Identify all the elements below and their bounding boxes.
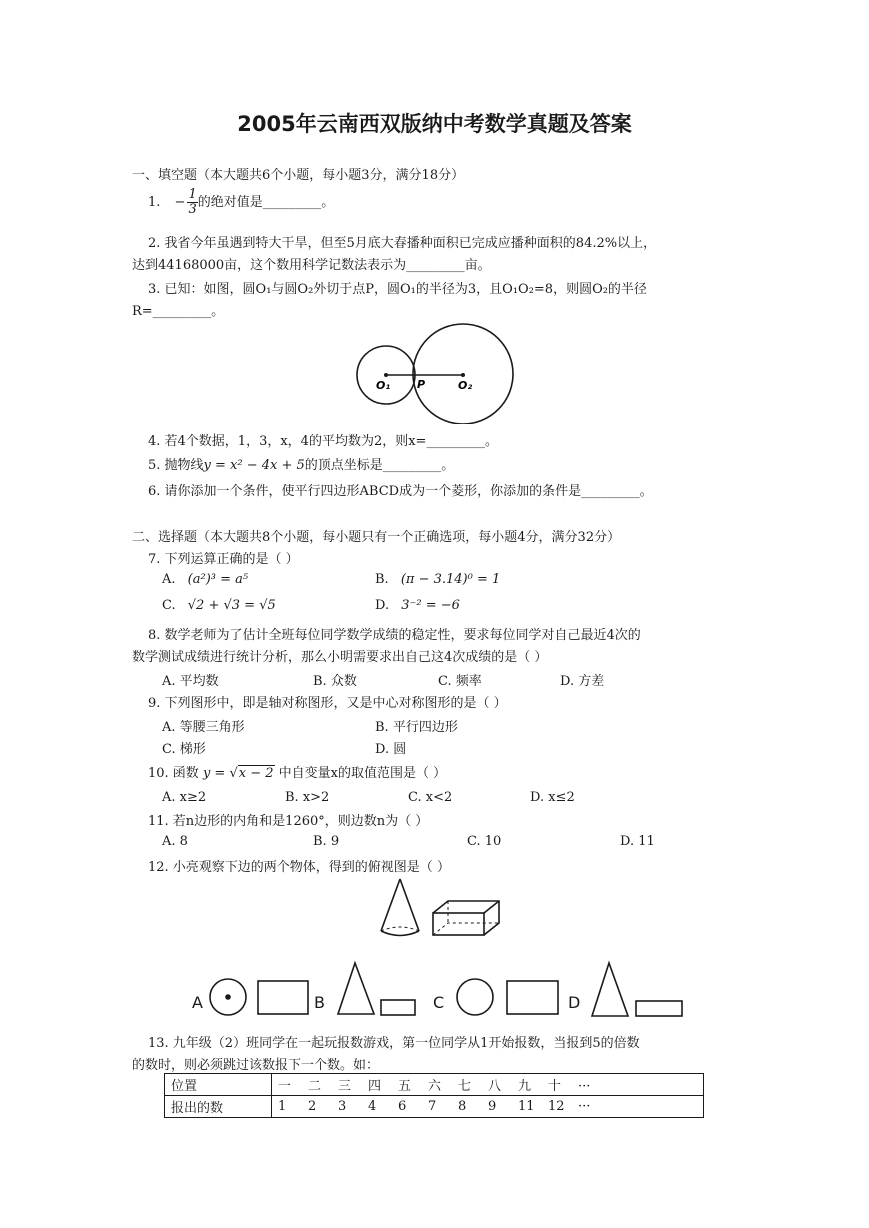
question-7-option-b: B. (π − 3.14)⁰ = 1: [375, 572, 501, 587]
question-8-option-a: A. 平均数: [162, 674, 219, 689]
option-a-center-dot: [226, 995, 230, 999]
question-9-option-b: B. 平行四边形: [375, 720, 458, 735]
question-9-option-d: D. 圆: [375, 742, 407, 757]
tangent-circles-figure: [350, 318, 520, 424]
table-header-number: 报出的数: [165, 1096, 272, 1118]
option-b-small-rectangle: [381, 1000, 415, 1015]
option-c-circle: [457, 979, 493, 1015]
q12-option-label-d: D: [568, 993, 581, 1012]
question-5: 5. 抛物线y = x² − 4x + 5的顶点坐标是_________。: [148, 458, 455, 473]
question-12-stem: 12. 小亮观察下边的两个物体，得到的俯视图是（ ）: [148, 860, 450, 875]
q12-option-label-b: B: [314, 993, 325, 1012]
point-o2: [461, 373, 465, 377]
option-d-rectangle: [636, 1001, 682, 1016]
question-7-stem: 7. 下列运算正确的是（ ）: [148, 552, 299, 567]
page-title: 2005年云南西双版纳中考数学真题及答案: [237, 112, 632, 136]
option-c-large-rectangle: [507, 981, 558, 1014]
fraction: $\frac{1}{3}$: [188, 187, 197, 217]
question-4: 4. 若4个数据，1，3，x，4的平均数为2，则x=_________。: [148, 434, 498, 449]
question-11-option-b: B. 9: [313, 834, 340, 849]
question-6: 6. 请你添加一个条件，使平行四边形ABCD成为一个菱形，你添加的条件是_________。: [148, 484, 653, 499]
question-8-option-d: D. 方差: [560, 674, 605, 689]
point-o1: [384, 373, 388, 377]
question-9-stem: 9. 下列图形中，即是轴对称图形，又是中心对称图形的是（ ）: [148, 696, 507, 711]
question-8-option-b: B. 众数: [313, 674, 357, 689]
question-11-stem: 11. 若n边形的内角和是1260°，则边数n为（ ）: [148, 814, 429, 829]
q12-options-figure: [188, 960, 688, 1022]
table-header-position: 位置: [165, 1074, 272, 1096]
question-10-option-a: A. x≥2: [162, 790, 207, 805]
question-7-option-c: C. √2 + √3 = √5: [162, 598, 276, 613]
q12-option-label-a: A: [192, 993, 203, 1012]
section-1-heading: 一、填空题（本大题共6个小题，每小题3分，满分18分）: [132, 168, 465, 183]
question-13-line-2: 的数时，则必须跳过该数报下一个数。如：: [132, 1058, 380, 1073]
question-11-option-c: C. 10: [467, 834, 502, 849]
question-9-option-a: A. 等腰三角形: [162, 720, 245, 735]
question-2-line-1: 2. 我省今年虽遇到特大干旱，但至5月底大春播种面积已完成应播种面积的84.2%以上，: [148, 236, 657, 251]
label-p: P: [417, 378, 426, 391]
option-a-large-rectangle: [258, 981, 308, 1014]
question-7-option-a: A. (a²)³ = a⁵: [162, 572, 249, 587]
count-table: [164, 1073, 704, 1118]
question-11-option-d: D. 11: [620, 834, 655, 849]
question-8-line-1: 8. 数学老师为了估计全班每位同学数学成绩的稳定性，要求每位同学对自己最近4次的: [148, 628, 641, 643]
question-11-option-a: A. 8: [162, 834, 188, 849]
question-2-line-2: 达到44168000亩，这个数用科学记数法表示为_________亩。: [132, 258, 491, 273]
question-10-stem: 10. 函数 y = √x − 2 中自变量x的取值范围是（ ）: [148, 766, 447, 781]
question-7-option-d: D. 3⁻² = −6: [375, 598, 460, 613]
question-1: 1. − $\frac{1}{3}$ 的绝对值是_________。: [148, 187, 335, 217]
option-b-triangle: [338, 963, 374, 1014]
question-3-line-2: R=_________。: [132, 304, 225, 319]
parabola-formula: y = x² − 4x + 5: [203, 458, 305, 473]
question-3-line-1: 3. 已知：如图，圆O₁与圆O₂外切于点P，圆O₁的半径为3，且O₁O₂=8，则圆O₂的半径: [148, 282, 647, 297]
table-row: [165, 1096, 704, 1118]
sqrt-symbol: √: [229, 766, 238, 781]
question-8-option-c: C. 频率: [438, 674, 482, 689]
section-2-heading: 二、选择题（本大题共8个小题，每小题只有一个正确选项，每小题4分，满分32分）: [132, 530, 621, 545]
question-10-option-b: B. x>2: [285, 790, 330, 805]
question-8-line-2: 数学测试成绩进行统计分析，那么小明需要求出自己这4次成绩的是（ ）: [132, 650, 548, 665]
table-row: [165, 1074, 704, 1096]
question-9-option-c: C. 梯形: [162, 742, 206, 757]
number-cells: 1 2 3 4 6 7 8 9 11 12 ···: [272, 1096, 704, 1118]
cone-icon: [381, 879, 419, 936]
cone-and-box-figure: [370, 876, 510, 942]
question-10-option-d: D. x≤2: [530, 790, 575, 805]
label-o2: O₂: [458, 379, 473, 392]
question-10-option-c: C. x<2: [408, 790, 453, 805]
label-o1: O₁: [376, 379, 391, 392]
option-d-triangle: [592, 963, 628, 1016]
question-13-line-1: 13. 九年级（2）班同学在一起玩报数游戏，第一位同学从1开始报数，当报到5的倍数: [148, 1036, 640, 1051]
q12-option-label-c: C: [433, 993, 445, 1012]
position-cells: 一 二 三 四 五 六 七 八 九 十 ···: [272, 1074, 704, 1096]
box-icon: [433, 901, 499, 935]
